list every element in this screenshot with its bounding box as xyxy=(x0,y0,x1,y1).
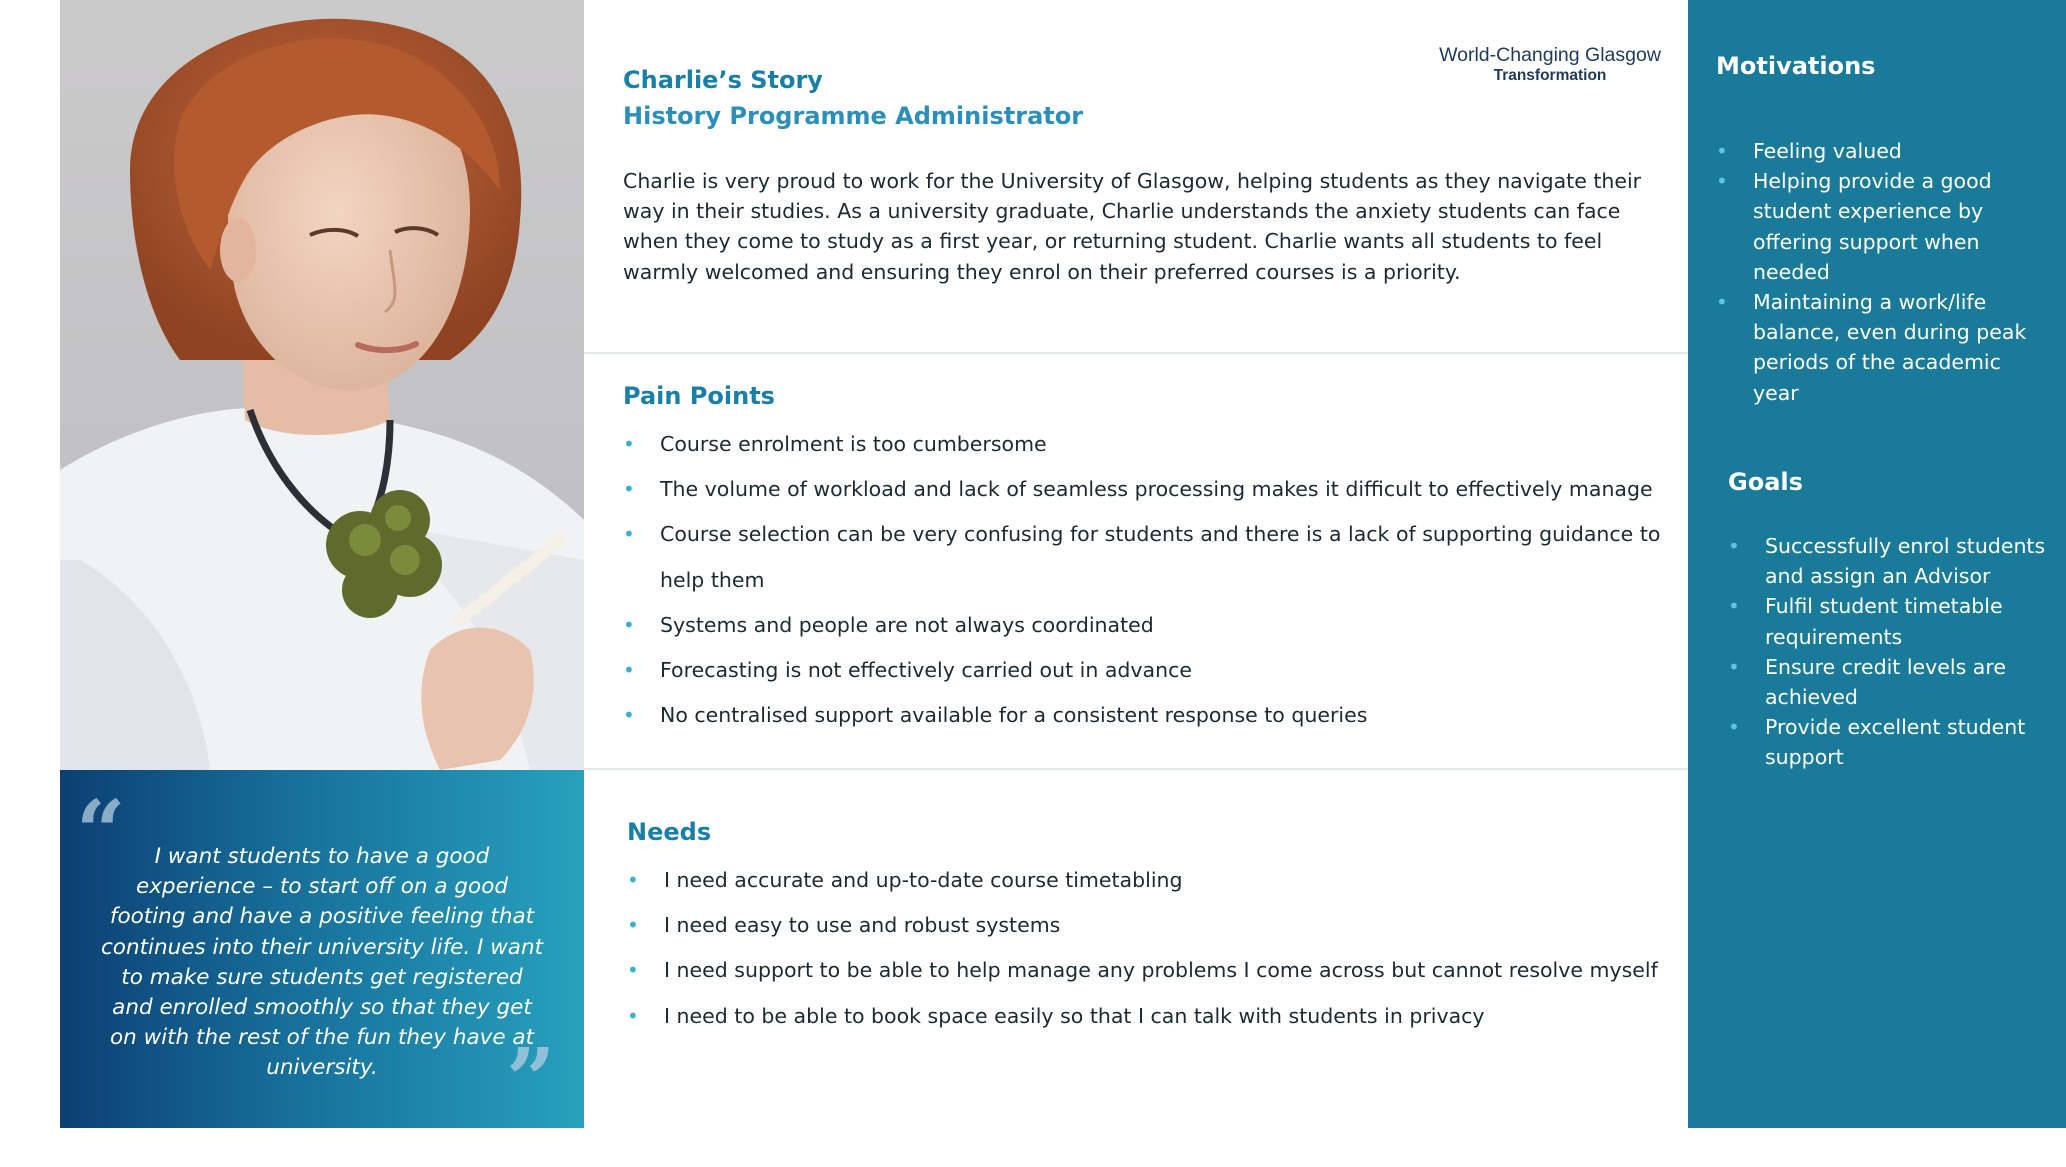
sidebar xyxy=(1688,0,2066,1128)
list-item: • Course selection can be very confusing for students and there is a lack of supporting guidance to help them xyxy=(623,512,1683,602)
story-role: History Programme Administrator xyxy=(623,102,1084,130)
open-quote-icon: “ xyxy=(76,782,126,883)
list-item: • Provide excellent student support xyxy=(1728,712,2058,772)
needs-title: Needs xyxy=(627,818,712,846)
list-item: • Course enrolment is too cumbersome xyxy=(623,422,1683,467)
pain-points-list xyxy=(623,422,1683,738)
list-item: • Fulfil student timetable requirements xyxy=(1728,591,2058,651)
list-item: • Maintaining a work/life balance, even during peak periods of the academic year xyxy=(1716,287,2046,408)
brand-line-2: Transformation xyxy=(1493,67,1607,84)
brand-line-1: World-Changing Glasgow xyxy=(1439,44,1661,66)
list-item: • I need accurate and up-to-date course timetabling xyxy=(627,858,1683,903)
list-item: • Helping provide a good student experience by offering support when needed xyxy=(1716,166,2046,287)
story-title: Charlie’s Story xyxy=(623,66,823,94)
goals-list xyxy=(1728,531,2058,773)
motivations-title: Motivations xyxy=(1716,52,1876,80)
list-item: • I need to be able to book space easily so that I can talk with students in privacy xyxy=(627,994,1683,1039)
list-item: • Forecasting is not effectively carried out in advance xyxy=(623,648,1683,693)
list-item: • I need support to be able to help manage any problems I come across but cannot resolve myself xyxy=(627,948,1683,993)
list-item: • Successfully enrol students and assign an Advisor xyxy=(1728,531,2058,591)
persona-quote: I want students to have a good experience – to start off on a good footing and have a positive feeling that continues into their university life. I want to make sure students get registered and enrolled smoothly so that they get on with the rest of the fun they have at university. xyxy=(100,844,544,1081)
pain-points-title: Pain Points xyxy=(623,382,775,410)
motivations-list xyxy=(1716,136,2046,408)
list-item: • Systems and people are not always coordinated xyxy=(623,603,1683,648)
needs-list xyxy=(627,858,1683,1039)
section-divider xyxy=(584,768,1688,770)
quote-panel xyxy=(60,770,584,1131)
section-divider xyxy=(584,352,1688,354)
brand-logo xyxy=(1400,44,1700,86)
goals-title: Goals xyxy=(1728,468,1803,496)
list-item: • I need easy to use and robust systems xyxy=(627,903,1683,948)
story-body: Charlie is very proud to work for the University of Glasgow, helping students as they navigate their way in their studies. As a university graduate, Charlie understands the anxiety students can face when they come to study as a first year, or returning student. Charlie wants all students to feel warmly welcomed and ensuring they enrol on their preferred courses is a priority. xyxy=(623,169,1642,284)
persona-illustration xyxy=(60,0,584,770)
close-quote-icon: ” xyxy=(506,1030,556,1131)
list-item: • The volume of workload and lack of seamless processing makes it difficult to effectively manage xyxy=(623,467,1683,512)
list-item: • Ensure credit levels are achieved xyxy=(1728,652,2058,712)
list-item: • Feeling valued xyxy=(1716,136,2046,166)
persona-photo xyxy=(60,0,584,770)
list-item: • No centralised support available for a consistent response to queries xyxy=(623,693,1683,738)
